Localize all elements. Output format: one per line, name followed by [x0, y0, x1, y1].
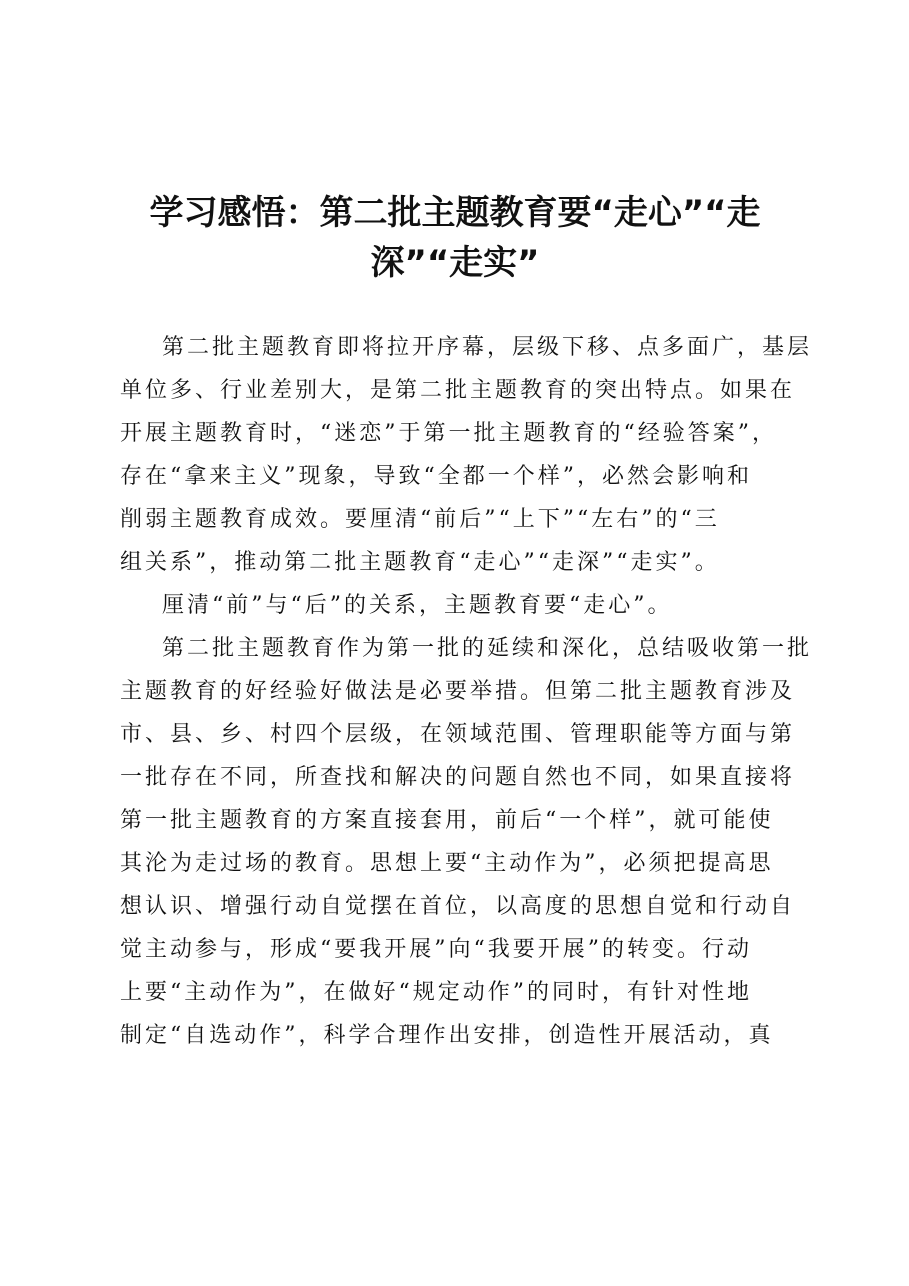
text-line: 第二批主题教育即将拉开序幕，层级下移、点多面广，基层	[162, 335, 813, 360]
text-line: 存在“拿来主义”现象，导致“全都一个样”，必然会影响和	[120, 464, 752, 489]
title-line: 学习感悟：第二批主题教育要“走心”“走	[149, 193, 761, 233]
text-line: 上要“主动作为”，在做好“规定动作”的同时，有针对性地	[120, 980, 752, 1005]
text-line: 主题教育的好经验好做法是必要举措。但第二批主题教育涉及	[120, 679, 796, 704]
paragraph-1	[120, 326, 813, 584]
text-line: 削弱主题教育成效。要厘清“前后”“上下”“左右”的“三	[120, 507, 720, 532]
text-line: 制定“自选动作”，科学合理作出安排，创造性开展活动，真	[120, 1023, 774, 1048]
title-line: 深”“走实”	[370, 243, 540, 283]
text-line: 厘清“前”与“后”的关系，主题教育要“走心”。	[162, 593, 673, 618]
paragraph-2	[120, 584, 800, 627]
text-line: 一批存在不同，所查找和解决的问题自然也不同，如果直接将	[120, 765, 796, 790]
text-line: 单位多、行业差别大，是第二批主题教育的突出特点。如果在	[120, 378, 796, 403]
text-line: 第二批主题教育作为第一批的延续和深化，总结吸收第一批	[162, 636, 813, 661]
text-line: 组关系”，推动第二批主题教育“走心”“走深”“走实”。	[120, 550, 720, 575]
text-line: 市、县、乡、村四个层级，在领域范围、管理职能等方面与第	[120, 722, 796, 747]
document-body	[120, 326, 813, 1057]
text-line: 第一批主题教育的方案直接套用，前后“一个样”，就可能使	[120, 808, 774, 833]
text-line: 开展主题教育时，“迷恋”于第一批主题教育的“经验答案”，	[120, 421, 777, 446]
text-line: 其沦为走过场的教育。思想上要“主动作为”，必须把提高思	[120, 851, 774, 876]
text-line: 想认识、增强行动自觉摆在首位，以高度的思想自觉和行动自	[120, 894, 796, 919]
document-title	[110, 188, 800, 288]
text-line: 觉主动参与，形成“要我开展”向“我要开展”的转变。行动	[120, 937, 752, 962]
paragraph-3	[120, 627, 813, 1057]
